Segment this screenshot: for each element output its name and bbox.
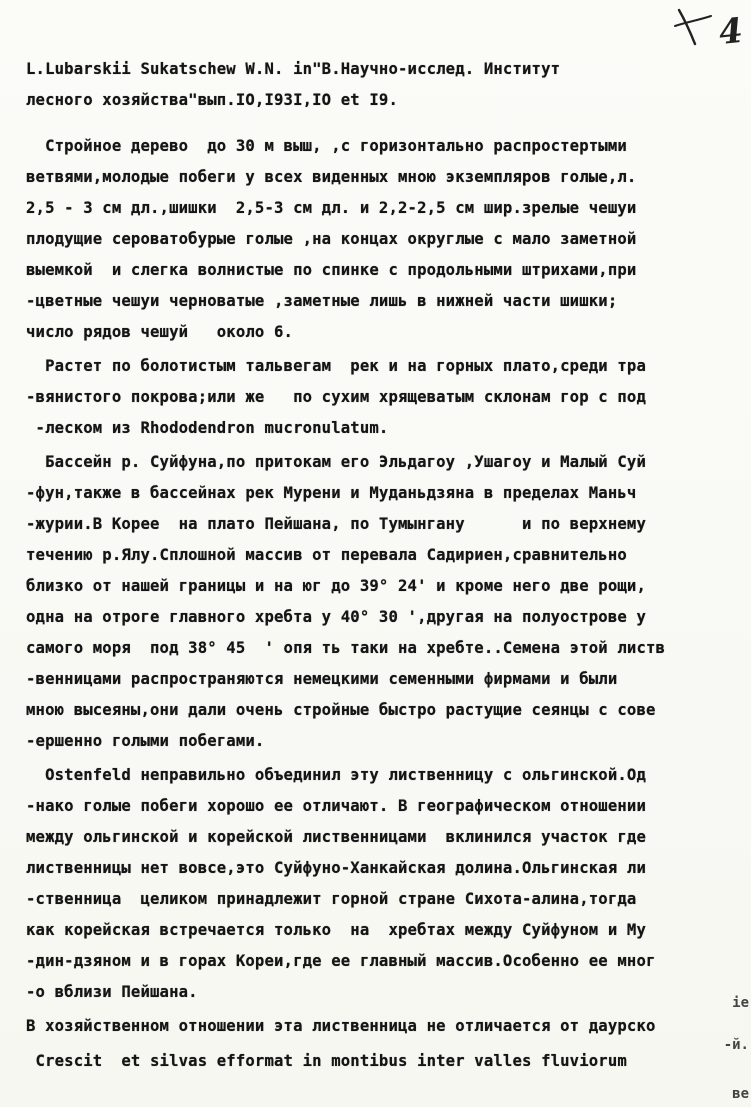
text-line: близко от нашей границы и на юг до 39° 24' и кроме него две рощи,: [26, 577, 646, 595]
text-line: течению р.Ялу.Сплошной массив от перевала Садириен,сравнительно: [26, 546, 627, 564]
margin-fragment: ве: [732, 1086, 749, 1102]
text-line: Стройное дерево до 30 м выш, ,с горизонтально распростертыми: [26, 137, 627, 155]
text-line: -дин-дзяном и в горах Кореи,где ее главный массив.Особенно ее мног: [26, 952, 656, 970]
page-number: 4: [717, 10, 744, 54]
text-line: как корейская встречается только на хребтах между Суйфуном и Му: [26, 921, 646, 939]
text-line: между ольгинской и корейской лиственницами вклинился участок где: [26, 828, 646, 846]
text-line: 2,5 - 3 см дл.,шишки 2,5-3 см дл. и 2,2-2,5 см шир.зрелые чешуи: [26, 199, 637, 217]
text-line: -ственница целиком принадлежит горной стране Сихота-алина,тогда: [26, 890, 637, 908]
text-line: ветвями,молодые побеги у всех виденных мною экземпляров голые,л.: [26, 168, 637, 186]
text-line: -леском из Rhododendron mucronulatum.: [26, 419, 389, 437]
text-line: -вянистого покрова;или же по сухим хрящеватым склонам гор с под: [26, 388, 646, 406]
text-line: плодущие сероватобурые голые ,на концах округлые с мало заметной: [26, 230, 637, 248]
text-line: Crescit et silvas efformat in montibus inter valles fluviorum: [26, 1052, 627, 1070]
margin-fragment: -й.: [723, 1037, 749, 1053]
text-line: выемкой и слегка волнистые по спинке с продольными штрихами,при: [26, 261, 637, 279]
text-line: -нако голые побеги хорошо ее отличают. В географическом отношении: [26, 797, 646, 815]
text-line: -цветные чешуи черноватые ,заметные лишь в нижней части шишки;: [26, 292, 618, 310]
text-line: лиственницы нет вовсе,это Суйфуно-Ханкайская долина.Ольгинская ли: [26, 859, 646, 877]
text-line: -венницами распространяются немецкими семенными фирмами и были: [26, 670, 618, 688]
text-line: лесного хозяйства"вып.IO,I93I,IO et I9.: [26, 91, 398, 109]
text-line: одна на отроге главного хребта у 40° 30 ',другая на полуострове у: [26, 608, 646, 626]
text-line: -ершенно голыми побегами.: [26, 732, 265, 750]
text-line: В хозяйственном отношении эта лиственница не отличается от даурско: [26, 1017, 656, 1035]
text-line: -о вблизи Пейшана.: [26, 983, 198, 1001]
margin-fragment: іе: [732, 995, 749, 1011]
text-line: мною высеяны,они дали очень стройные быстро растущие сеянцы с сове: [26, 701, 656, 719]
text-line: -фун,также в бассейнах рек Мурени и Муданьдзяна в пределах Маньч: [26, 484, 637, 502]
handwritten-stroke-mark: [673, 6, 713, 46]
text-line: Ostenfeld неправильно объединил эту лиственницу с ольгинской.Од: [26, 766, 646, 784]
text-line: -журии.В Корее на плато Пейшана, по Тумынгану и по верхнему: [26, 515, 646, 533]
text-line: Растет по болотистым тальвегам рек и на горных плато,среди тра: [26, 357, 646, 375]
text-line: самого моря под 38° 45 ' опя ть таки на хребте..Семена этой листв: [26, 639, 666, 657]
text-line: число рядов чешуй около 6.: [26, 323, 294, 341]
text-line: Бассейн р. Суйфуна,по притокам его Эльдагоу ,Ушагоу и Малый Суй: [26, 453, 646, 471]
text-line: L.Lubarskii Sukatschew W.N. in"В.Научно-исслед. Институт: [26, 60, 561, 78]
